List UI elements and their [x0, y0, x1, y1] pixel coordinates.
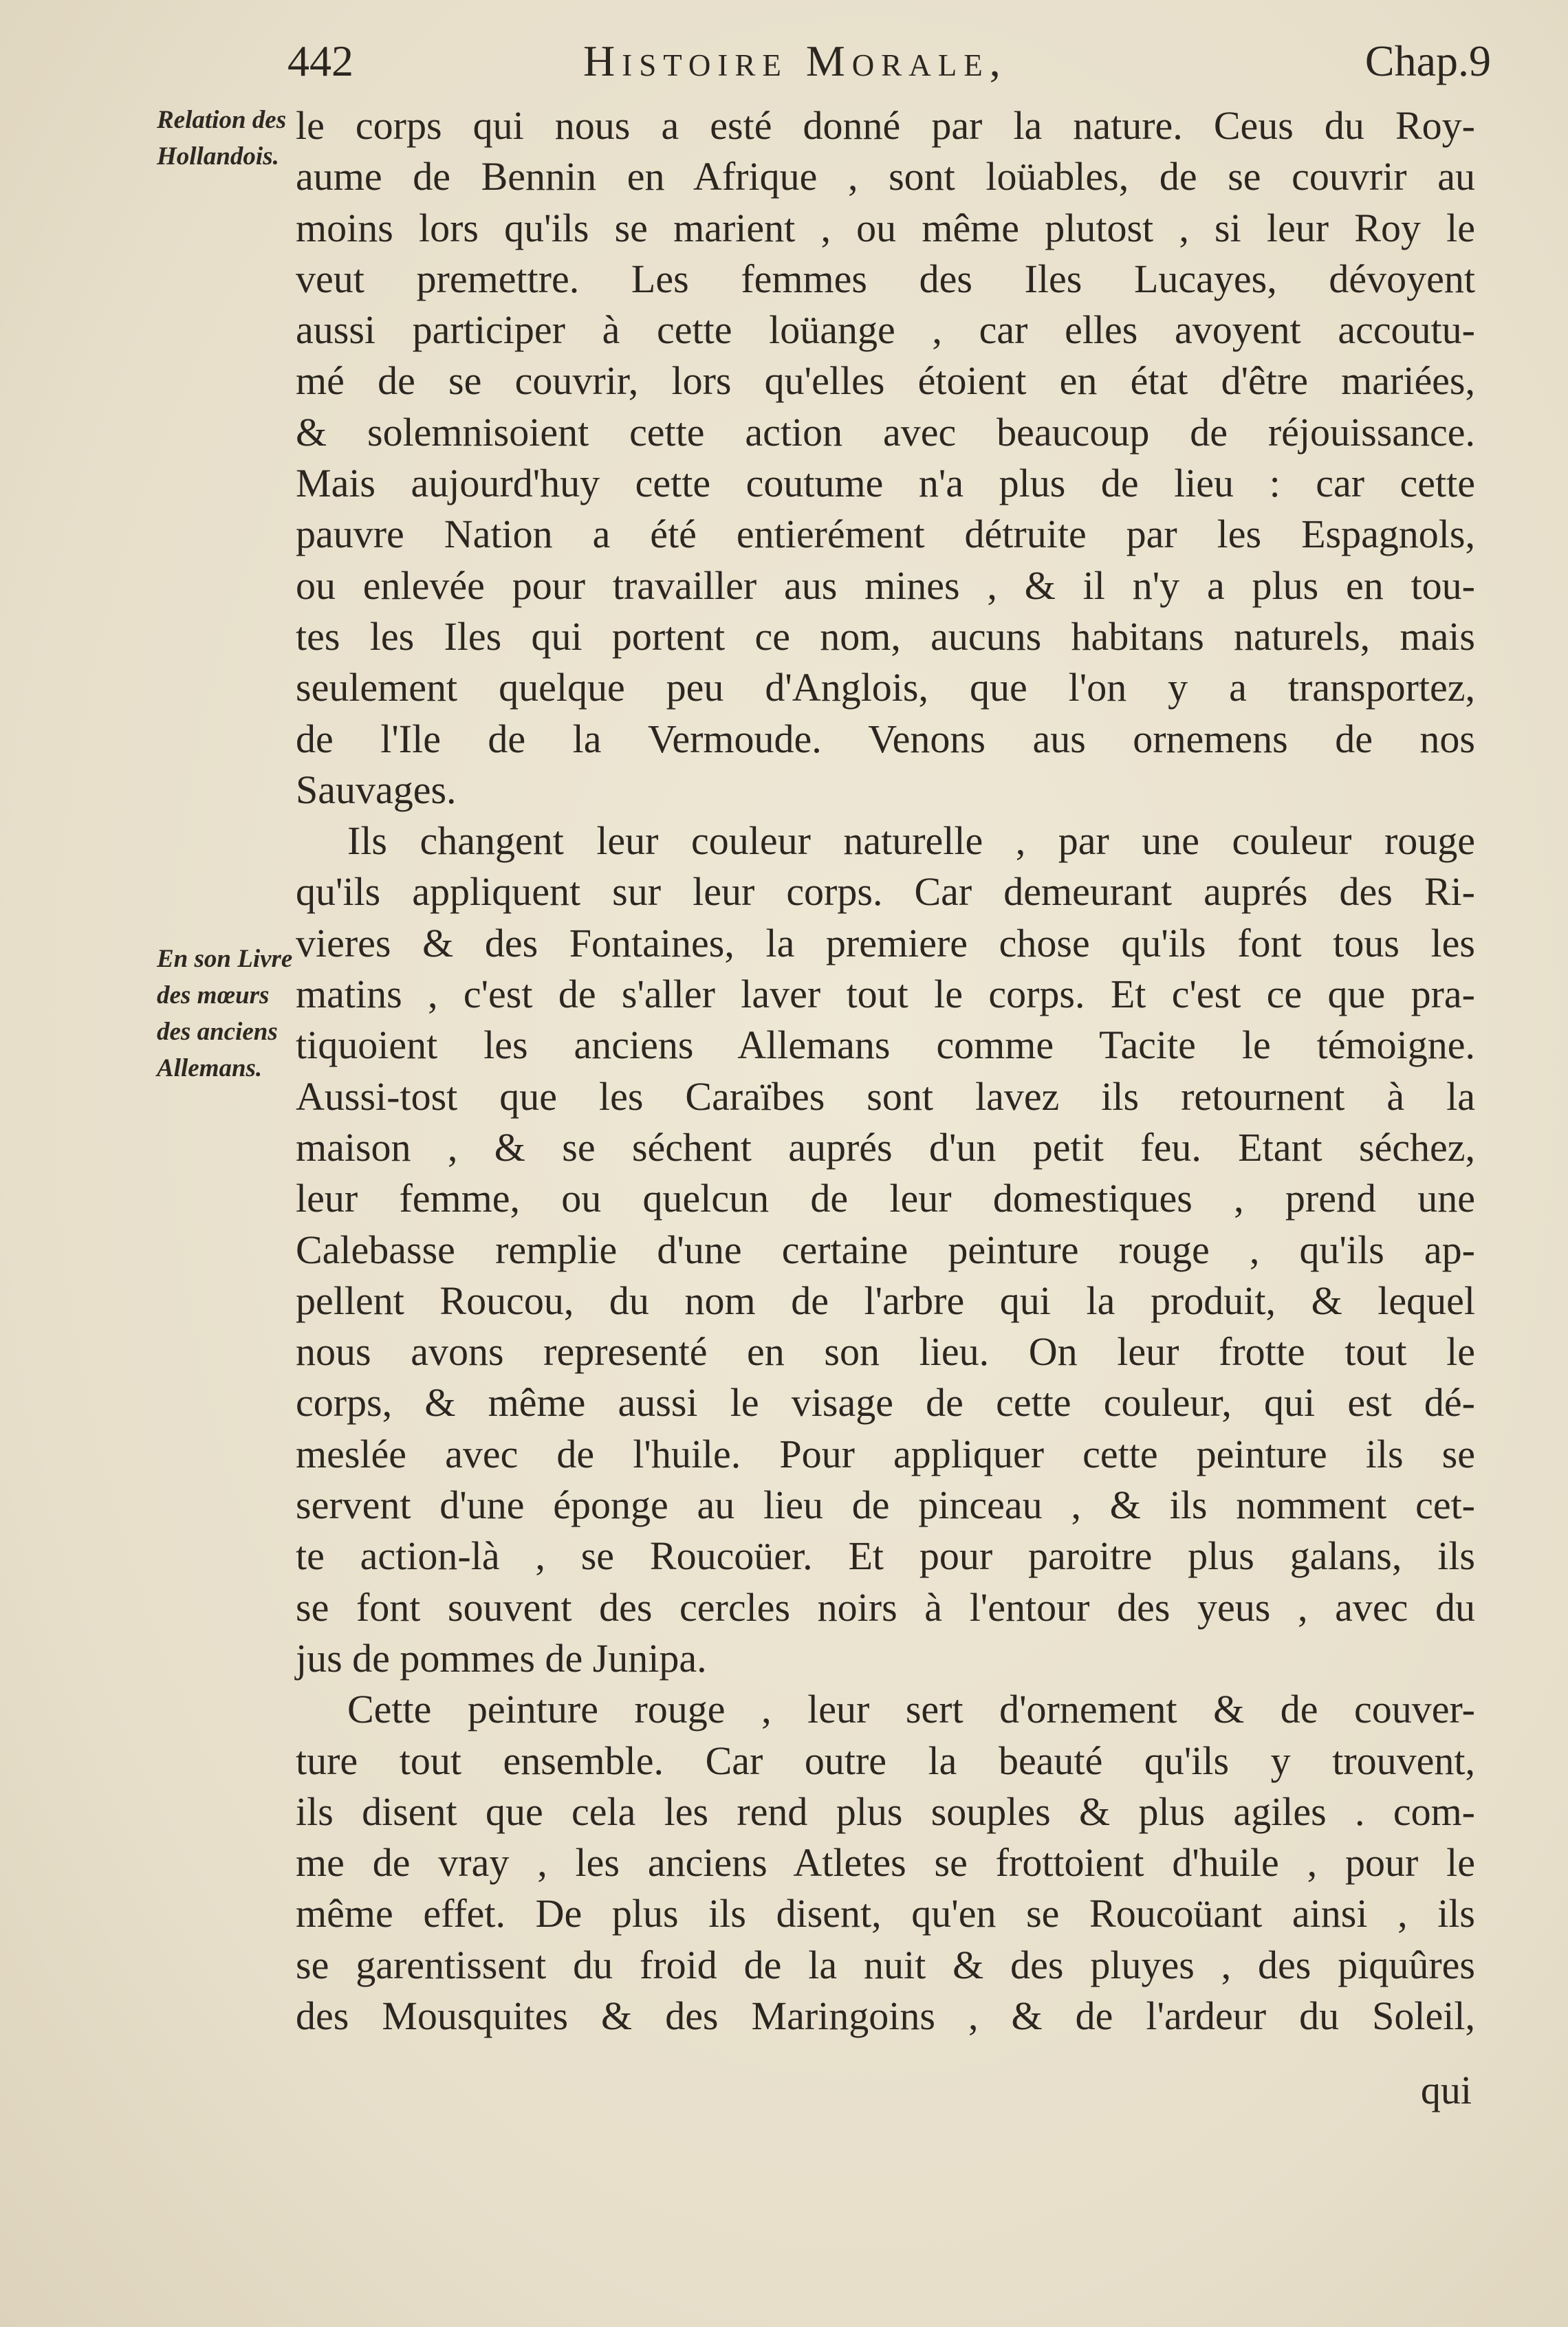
- text-line: aussi participer à cette loüange , car elles avoyent accoutu-: [296, 307, 1475, 353]
- text-line: qu'ils appliquent sur leur corps. Car demeurant auprés des Ri-: [296, 869, 1475, 915]
- text-line: Aussi-tost que les Caraïbes sont lavez ils retournent à la: [296, 1073, 1475, 1119]
- text-line: Sauvages.: [296, 767, 457, 812]
- text-line: pauvre Nation a été entierément détruite par les Espagnols,: [296, 512, 1475, 557]
- text-line: Calebasse remplie d'une certaine peinture rouge , qu'ils ap-: [296, 1227, 1475, 1272]
- text-line: Mais aujourd'huy cette coutume n'a plus de lieu : car cette: [296, 461, 1475, 506]
- text-line: jus de pommes de Junipa.: [296, 1635, 707, 1681]
- text-line: maison , & se séchent auprés d'un petit feu. Etant séchez,: [296, 1124, 1475, 1170]
- text-line: meslée avec de l'huile. Pour appliquer cette peinture ils se: [296, 1431, 1475, 1476]
- text-line: pellent Roucou, du nom de l'arbre qui la produit, & lequel: [296, 1278, 1475, 1323]
- text-line: de l'Ile de la Vermoude. Venons aus ornemens de nos: [296, 716, 1475, 761]
- text-line: se garentissent du froid de la nuit & des pluyes , des piquûres: [296, 1942, 1475, 1987]
- text-line: me de vray , les anciens Atletes se frottoient d'huile , pour le: [296, 1840, 1475, 1886]
- margin-note-tacite: En son Livre des mœurs des anciens Allemans.: [157, 945, 293, 1082]
- text-line: moins lors qu'ils se marient , ou même plutost , si leur Roy le: [296, 205, 1475, 250]
- body-text: [296, 100, 1475, 2042]
- text-line: mé de se couvrir, lors qu'elles étoient en état d'être mariées,: [296, 358, 1475, 404]
- running-header: [287, 30, 1491, 92]
- page-number: 442: [287, 36, 353, 85]
- text-line: Cette peinture rouge , leur sert d'ornement & de couver-: [347, 1687, 1475, 1732]
- text-line: aume de Bennin en Afrique , sont loüables, de se couvrir au: [296, 154, 1475, 199]
- text-line: nous avons representé en son lieu. On leur frotte tout le: [296, 1329, 1475, 1375]
- text-line: Ils changent leur couleur naturelle , par une couleur rouge: [347, 818, 1475, 864]
- text-line: tes les Iles qui portent ce nom, aucuns habitans naturels, mais: [296, 613, 1475, 659]
- margin-note-relation: Relation des Hollandois.: [157, 106, 287, 171]
- text-line: ou enlevée pour travailler aus mines , & il n'y a plus en tou-: [296, 562, 1475, 608]
- text-line: leur femme, ou quelcun de leur domestiques , prend une: [296, 1176, 1475, 1221]
- text-line: matins , c'est de s'aller laver tout le corps. Et c'est ce que pra-: [296, 972, 1475, 1017]
- text-line: même effet. De plus ils disent, qu'en se Roucoüant ainsi , ils: [296, 1891, 1475, 1936]
- text-line: vieres & des Fontaines, la premiere chose qu'ils font tous les: [296, 920, 1475, 965]
- text-line: ils disent que cela les rend plus souples & plus agiles . com-: [296, 1789, 1475, 1834]
- text-line: corps, & même aussi le visage de cette couleur, qui est dé-: [296, 1380, 1475, 1425]
- text-line: & solemnisoient cette action avec beaucoup de réjouissance.: [296, 409, 1475, 455]
- text-line: te action-là , se Roucoüer. Et pour paroitre plus galans, ils: [296, 1533, 1475, 1579]
- text-line: servent d'une éponge au lieu de pinceau , & ils nomment cet-: [296, 1483, 1475, 1528]
- text-line: se font souvent des cercles noirs à l'entour des yeus , avec du: [296, 1584, 1475, 1630]
- text-line: veut premettre. Les femmes des Iles Lucayes, dévoyent: [296, 256, 1475, 301]
- text-line: le corps qui nous a esté donné par la nature. Ceus du Roy-: [296, 103, 1475, 148]
- text-line: des Mousquites & des Maringoins , & de l'ardeur du Soleil,: [296, 1993, 1475, 2038]
- text-line: tiquoient les anciens Allemans comme Tacite le témoigne.: [296, 1023, 1475, 1068]
- text-line: seulement quelque peu d'Anglois, que l'on y a transportez,: [296, 665, 1475, 710]
- chapter-label: Chap.9: [1364, 36, 1491, 85]
- text-line: ture tout ensemble. Car outre la beauté qu'ils y trouvent,: [296, 1738, 1475, 1783]
- catchword: qui: [1420, 2068, 1472, 2112]
- running-title: Histoire Morale,: [583, 36, 1008, 85]
